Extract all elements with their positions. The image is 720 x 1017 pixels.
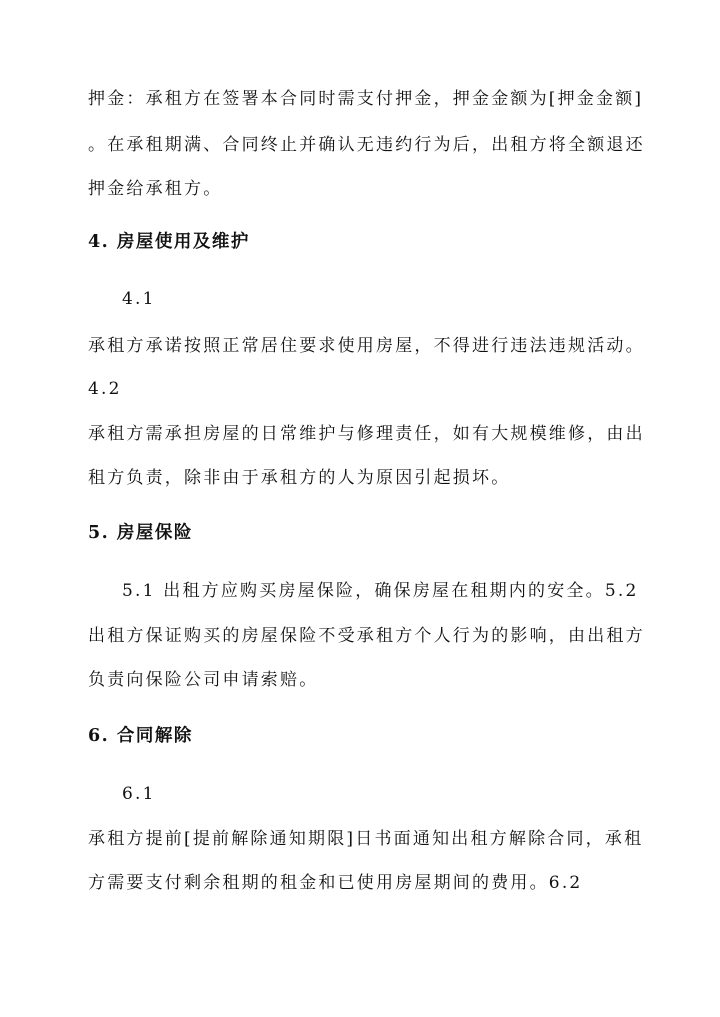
section-6-line-1: 承租方提前[提前解除通知期限]日书面通知出租方解除合同，承租	[88, 829, 644, 849]
section-5-heading: 5. 房屋保险	[88, 523, 193, 543]
deposit-line-2: 。在承租期满、合同终止并确认无违约行为后，出租方将全额退还	[88, 135, 645, 155]
section-6-heading: 6. 合同解除	[88, 726, 193, 746]
section-5-line-3: 负责向保险公司申请索赔。	[88, 670, 319, 690]
section-4-item-1-number: 4.1	[122, 289, 156, 309]
section-6-line-2: 方需要支付剩余租期的租金和已使用房屋期间的费用。6.2	[88, 873, 583, 893]
section-4-item-2-line-1: 承租方需承担房屋的日常维护与修理责任，如有大规模维修，由出	[88, 424, 645, 444]
deposit-line-3: 押金给承租方。	[88, 179, 223, 199]
deposit-line-1: 押金：承租方在签署本合同时需支付押金，押金金额为[押金金额]	[88, 89, 644, 109]
section-5-line-2: 出租方保证购买的房屋保险不受承租方个人行为的影响，由出租方	[88, 626, 645, 646]
section-6-item-1-number: 6.1	[122, 784, 156, 804]
section-5-line-1: 5.1 出租方应购买房屋保险，确保房屋在租期内的安全。5.2	[122, 581, 639, 601]
section-4-item-1-text: 承租方承诺按照正常居住要求使用房屋，不得进行违法违规活动。	[88, 336, 645, 356]
section-4-item-2-line-2: 租方负责，除非由于承租方的人为原因引起损坏。	[88, 468, 511, 488]
section-4-item-2-number: 4.2	[88, 379, 122, 399]
section-4-heading: 4. 房屋使用及维护	[88, 232, 250, 252]
